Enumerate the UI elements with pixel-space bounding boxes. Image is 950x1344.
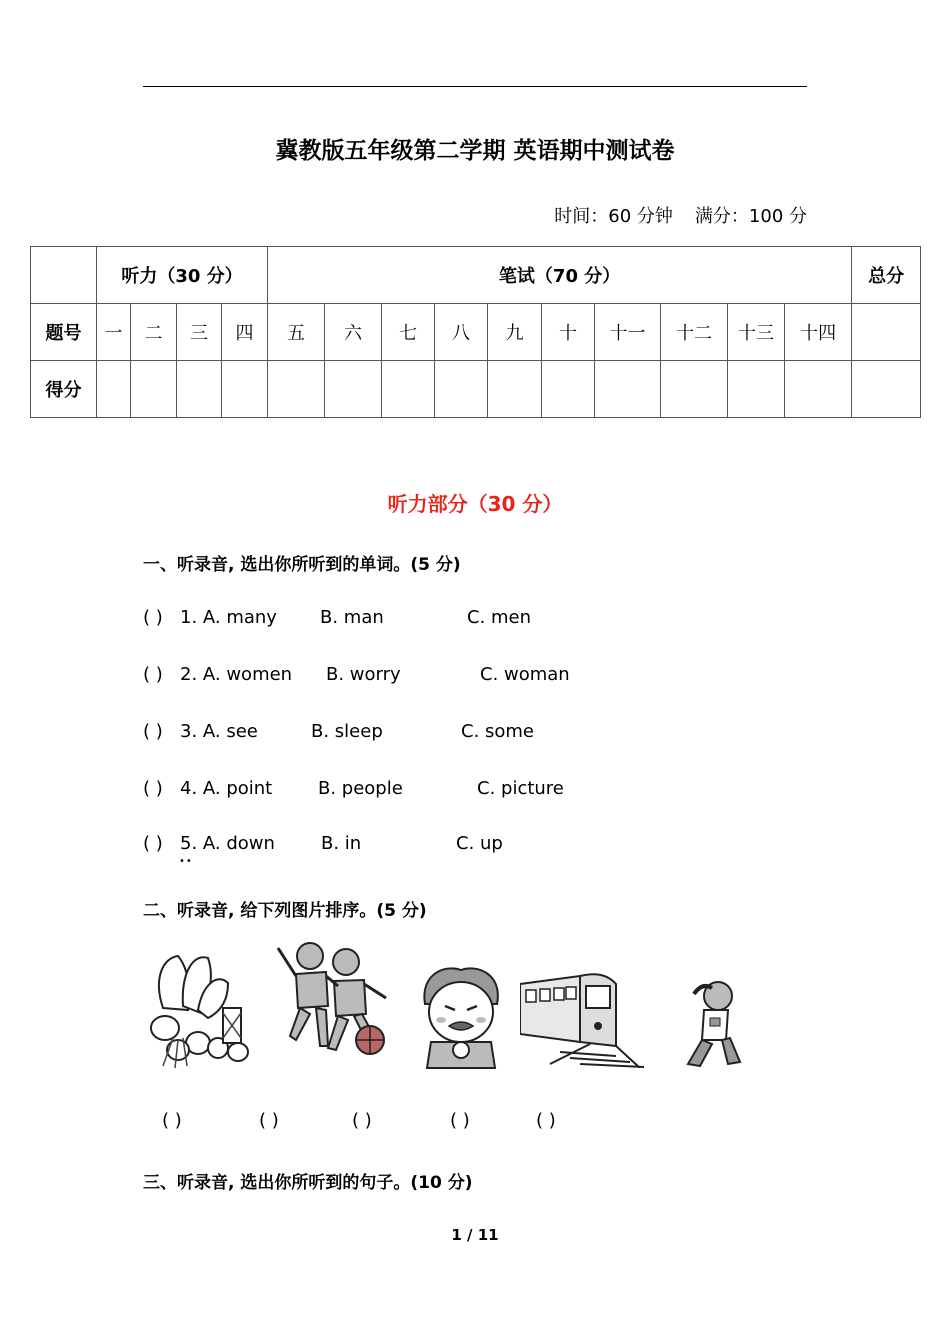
top-rule bbox=[143, 86, 807, 87]
question-number-cell: 八 bbox=[435, 304, 488, 361]
page-title: 冀教版五年级第二学期 英语期中测试卷 bbox=[275, 138, 675, 164]
option-a: 4. A. point bbox=[180, 778, 273, 799]
option-b: B. man bbox=[320, 607, 384, 628]
picture-answer-paren[interactable]: ( ) bbox=[352, 1110, 372, 1131]
row-label-number: 题号 bbox=[31, 304, 97, 361]
crying-girl-icon bbox=[415, 964, 507, 1070]
answer-paren[interactable]: ( ) bbox=[143, 664, 163, 685]
option-c: C. men bbox=[467, 607, 532, 628]
answer-paren[interactable]: ( ) bbox=[143, 607, 163, 628]
option-c: C. woman bbox=[480, 664, 570, 685]
answer-paren[interactable]: ( ) bbox=[143, 833, 163, 854]
score-cell[interactable] bbox=[177, 361, 222, 418]
option-c: C. up bbox=[456, 833, 503, 854]
option-c: C. picture bbox=[477, 778, 564, 799]
question-number-cell: 一 bbox=[97, 304, 131, 361]
question-number-cell: 十三 bbox=[728, 304, 785, 361]
question-number-cell: 十一 bbox=[595, 304, 661, 361]
option-a: 2. A. women bbox=[180, 664, 293, 685]
total-score-cell[interactable] bbox=[852, 304, 921, 361]
stray-dots: •• bbox=[179, 856, 193, 867]
question-number-cell: 十四 bbox=[785, 304, 852, 361]
score-cell[interactable] bbox=[222, 361, 268, 418]
question-number-cell: 十 bbox=[542, 304, 595, 361]
q3-heading: 三、听录音, 选出你所听到的句子。(10 分) bbox=[143, 1173, 473, 1193]
score-cell[interactable] bbox=[325, 361, 382, 418]
answer-paren[interactable]: ( ) bbox=[143, 721, 163, 742]
q1-heading: 一、听录音, 选出你所听到的单词。(5 分) bbox=[143, 555, 461, 575]
listening-header: 听力（30 分） bbox=[97, 247, 268, 304]
score-cell[interactable] bbox=[542, 361, 595, 418]
question-number-cell: 六 bbox=[325, 304, 382, 361]
writing-header: 笔试（70 分） bbox=[268, 247, 852, 304]
table-corner-cell bbox=[31, 247, 97, 304]
score-cell[interactable] bbox=[97, 361, 131, 418]
question-number-cell: 十二 bbox=[661, 304, 728, 361]
picture-answer-paren[interactable]: ( ) bbox=[162, 1110, 182, 1131]
option-a: 3. A. see bbox=[180, 721, 258, 742]
page-number: 1 / 11 bbox=[451, 1226, 499, 1244]
score-cell[interactable] bbox=[595, 361, 661, 418]
question-number-cell: 三 bbox=[177, 304, 222, 361]
train-icon bbox=[520, 972, 648, 1068]
option-b: B. worry bbox=[326, 664, 401, 685]
kneeling-kid-icon bbox=[682, 978, 744, 1068]
picture-answer-paren[interactable]: ( ) bbox=[259, 1110, 279, 1131]
score-cell[interactable] bbox=[661, 361, 728, 418]
score-cell[interactable] bbox=[131, 361, 177, 418]
option-a: 1. A. many bbox=[180, 607, 277, 628]
vegetables-icon bbox=[143, 948, 258, 1070]
option-a: 5. A. down bbox=[180, 833, 275, 854]
time-label: 时间：60 分钟 bbox=[554, 206, 673, 227]
full-score-label: 满分：100 分 bbox=[694, 206, 807, 227]
exam-meta bbox=[554, 202, 807, 228]
score-table-header-row bbox=[31, 247, 921, 304]
score-row bbox=[31, 361, 921, 418]
score-table bbox=[30, 246, 921, 418]
question-number-row bbox=[31, 304, 921, 361]
score-cell[interactable] bbox=[785, 361, 852, 418]
option-b: B. in bbox=[321, 833, 362, 854]
score-cell[interactable] bbox=[382, 361, 435, 418]
option-b: B. people bbox=[318, 778, 403, 799]
score-cell[interactable] bbox=[435, 361, 488, 418]
listening-section-title: 听力部分（30 分） bbox=[387, 492, 563, 516]
picture-answer-paren[interactable]: ( ) bbox=[450, 1110, 470, 1131]
question-number-cell: 四 bbox=[222, 304, 268, 361]
score-cell[interactable] bbox=[268, 361, 325, 418]
q2-heading: 二、听录音, 给下列图片排序。(5 分) bbox=[143, 901, 427, 921]
total-header: 总分 bbox=[852, 247, 921, 304]
score-cell[interactable] bbox=[852, 361, 921, 418]
score-cell[interactable] bbox=[488, 361, 542, 418]
option-b: B. sleep bbox=[311, 721, 383, 742]
question-number-cell: 五 bbox=[268, 304, 325, 361]
answer-paren[interactable]: ( ) bbox=[143, 778, 163, 799]
question-number-cell: 二 bbox=[131, 304, 177, 361]
boys-basketball-icon bbox=[268, 936, 398, 1066]
question-number-cell: 七 bbox=[382, 304, 435, 361]
option-c: C. some bbox=[461, 721, 535, 742]
score-cell[interactable] bbox=[728, 361, 785, 418]
question-number-cell: 九 bbox=[488, 304, 542, 361]
picture-answer-paren[interactable]: ( ) bbox=[536, 1110, 556, 1131]
row-label-score: 得分 bbox=[31, 361, 97, 418]
